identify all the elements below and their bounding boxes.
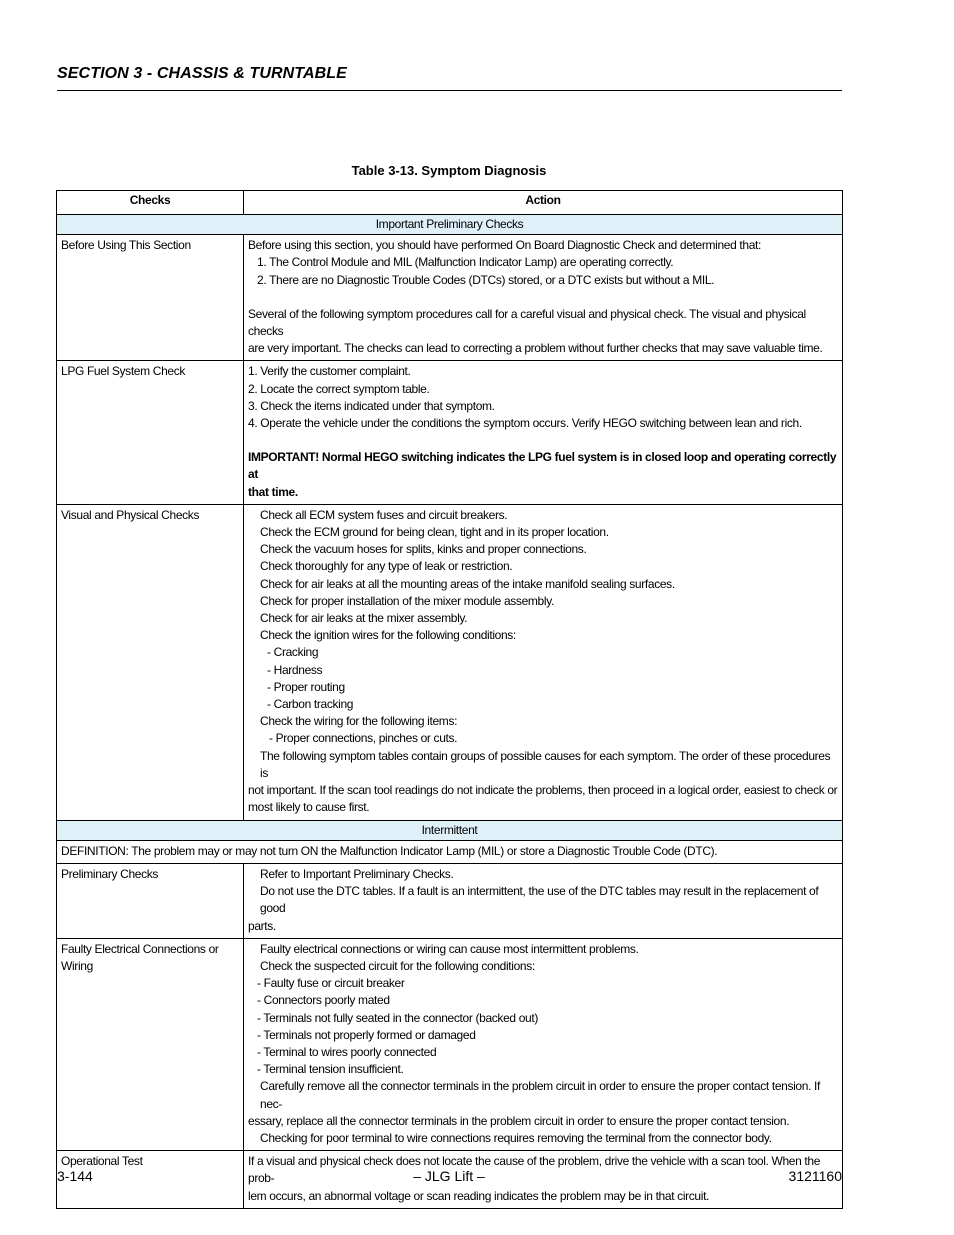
action-cell: [244, 863, 843, 938]
table-row: [57, 938, 843, 1150]
action-line: The following symptom tables contain groups of possible causes for each symptom. The order of these procedures is: [260, 748, 834, 780]
spacer: [248, 289, 838, 306]
definition-row: [57, 840, 843, 863]
section-band-preliminary: [57, 215, 843, 235]
table-header-row: [57, 191, 843, 215]
action-line: 2. Locate the correct symptom table.: [248, 381, 430, 396]
table-row: [57, 863, 843, 938]
action-subline: - Faulty fuse or circuit breaker: [257, 976, 405, 991]
action-line: Check the ignition wires for the following conditions:: [260, 628, 516, 643]
check-cell: LPG Fuel System Check: [57, 361, 244, 504]
action-line: Checking for poor terminal to wire connections requires removing the terminal from the connector body.: [260, 1130, 772, 1145]
band-label: Important Preliminary Checks: [57, 215, 843, 235]
band-label: Intermittent: [57, 820, 843, 840]
action-cell: [244, 938, 843, 1150]
action-line: essary, replace all the connector terminals in the problem circuit in order to ensure the proper contact tension.: [248, 1113, 790, 1128]
section-title: SECTION 3 - CHASSIS & TURNTABLE: [57, 65, 347, 82]
header-rule: [57, 90, 842, 91]
action-line: 4. Operate the vehicle under the conditions the symptom occurs. Verify HEGO switching between lean and rich.: [248, 416, 802, 431]
action-line: Check for air leaks at all the mounting areas of the intake manifold sealing surfaces.: [260, 576, 675, 591]
action-line: Before using this section, you should have performed On Board Diagnostic Check and determined that:: [248, 238, 761, 253]
action-line: lem occurs, an abnormal voltage or scan reading indicates the problem may be in that circuit.: [248, 1188, 710, 1203]
action-line: Refer to Important Preliminary Checks.: [260, 866, 454, 881]
action-line: Check the vacuum hoses for splits, kinks and proper connections.: [260, 542, 587, 557]
symptom-diagnosis-table: [56, 190, 843, 1209]
action-line: 1. The Control Module and MIL (Malfunction Indicator Lamp) are operating correctly.: [257, 255, 674, 270]
check-cell: Visual and Physical Checks: [57, 504, 244, 820]
action-line: not important. If the scan tool readings do not indicate the problems, then proceed in a logical order, easiest to check or: [248, 783, 838, 798]
action-line: Check for proper installation of the mixer module assembly.: [260, 593, 554, 608]
action-line: Check the ECM ground for being clean, tight and in its proper location.: [260, 525, 609, 540]
important-note: that time.: [248, 484, 298, 499]
action-line: Check thoroughly for any type of leak or restriction.: [260, 559, 513, 574]
table-caption: Table 3-13. Symptom Diagnosis: [351, 163, 547, 178]
document-number: 3121160: [788, 1168, 842, 1184]
action-subline: - Proper connections, pinches or cuts.: [269, 731, 458, 746]
action-subline: - Terminal tension insufficient.: [257, 1062, 404, 1077]
action-line: Check all ECM system fuses and circuit breakers.: [260, 507, 508, 522]
action-line: Check for air leaks at the mixer assembly.: [260, 611, 468, 626]
action-subline: - Cracking: [267, 645, 319, 660]
action-subline: - Terminals not fully seated in the connector (backed out): [257, 1010, 538, 1025]
spacer: [248, 432, 838, 449]
action-line: are very important. The checks can lead to correcting a problem without further checks that may save valuable time.: [248, 341, 823, 356]
action-cell: [244, 361, 843, 504]
definition-cell: DEFINITION: The problem may or may not turn ON the Malfunction Indicator Lamp (MIL) or store a Diagnostic Trouble Code (DTC).: [57, 840, 843, 863]
table-row: [57, 235, 843, 361]
action-line: most likely to cause first.: [248, 800, 370, 815]
action-line: If a visual and physical check does not locate the cause of the problem, drive the vehicle with a scan tool. When the prob-: [248, 1154, 824, 1186]
action-line: Faulty electrical connections or wiring can cause most intermittent problems.: [260, 941, 639, 956]
action-line: Check the suspected circuit for the following conditions:: [260, 958, 535, 973]
action-line: Check the wiring for the following items:: [260, 714, 458, 729]
check-cell: Operational Test: [57, 1151, 244, 1209]
action-subline: - Carbon tracking: [267, 697, 354, 712]
action-cell: [244, 504, 843, 820]
action-line: Several of the following symptom procedures call for a careful visual and physical check. The visual and physical checks: [248, 306, 809, 339]
column-header-checks: Checks: [57, 191, 244, 215]
column-header-action: Action: [244, 191, 843, 215]
check-cell: Preliminary Checks: [57, 863, 244, 938]
action-line: parts.: [248, 918, 276, 933]
action-line: 2. There are no Diagnostic Trouble Codes (DTCs) stored, or a DTC exists but without a MIL.: [257, 272, 715, 287]
page-number: 3-144: [57, 1168, 93, 1184]
action-subline: - Terminals not properly formed or damaged: [257, 1027, 476, 1042]
table-row: [57, 361, 843, 504]
table-row: [57, 504, 843, 820]
action-line: Carefully remove all the connector terminals in the problem circuit in order to ensure the proper contact tension. If nec-: [260, 1079, 823, 1111]
action-line: Do not use the DTC tables. If a fault is an intermittent, the use of the DTC tables may result in the replacement of good: [260, 884, 822, 916]
action-cell: [244, 235, 843, 361]
action-line: 1. Verify the customer complaint.: [248, 364, 411, 379]
check-cell: Before Using This Section: [57, 235, 244, 361]
action-subline: - Hardness: [267, 662, 323, 677]
footer-brand: – JLG Lift –: [413, 1168, 485, 1184]
important-note: IMPORTANT! Normal HEGO switching indicates the LPG fuel system is in closed loop and operating correctly at: [248, 450, 840, 482]
action-line: 3. Check the items indicated under that symptom.: [248, 398, 495, 413]
check-cell: Faulty Electrical Connections or Wiring: [57, 938, 244, 1150]
action-subline: - Terminal to wires poorly connected: [257, 1044, 437, 1059]
section-band-intermittent: [57, 820, 843, 840]
action-subline: - Connectors poorly mated: [257, 993, 390, 1008]
action-subline: - Proper routing: [267, 679, 345, 694]
